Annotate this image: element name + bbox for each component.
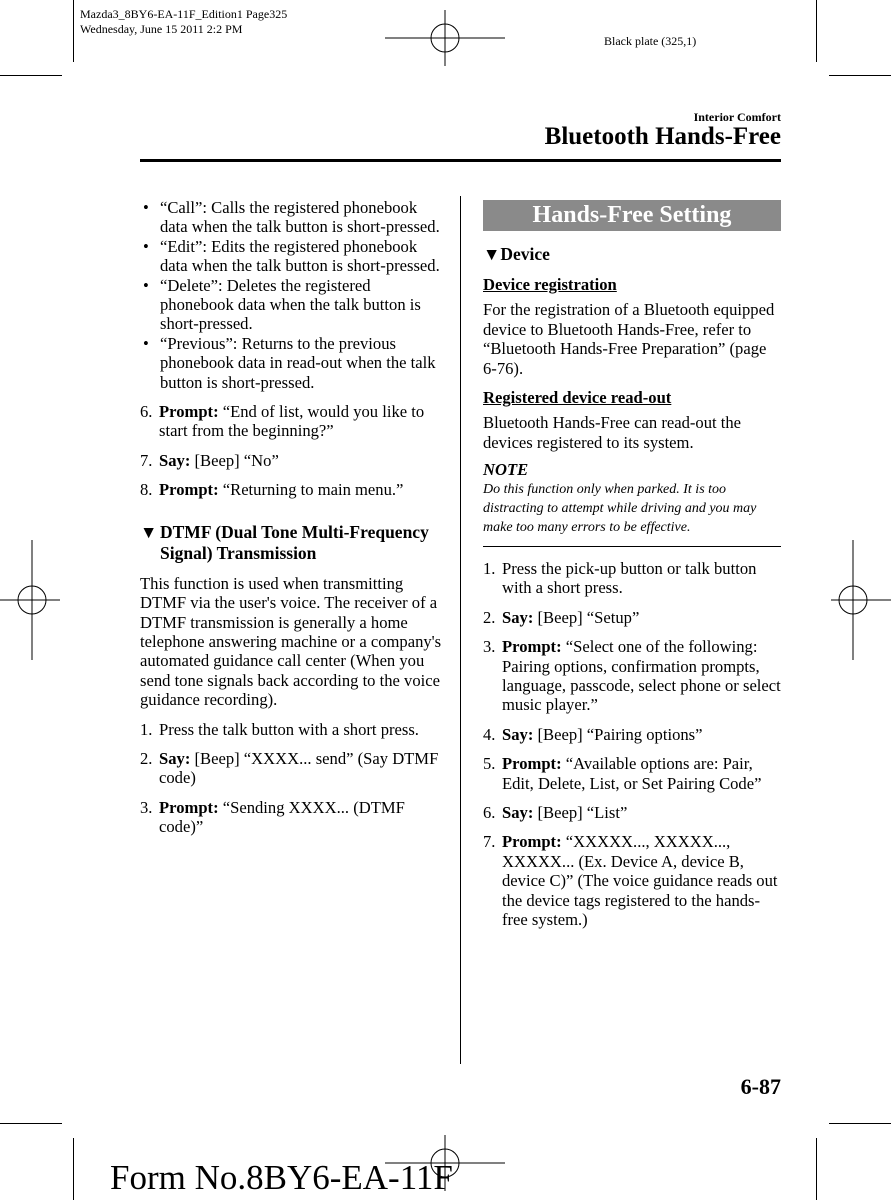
step-text: “End of list, would you like to start from the beginning?”	[159, 402, 425, 441]
step-number: 3.	[483, 637, 496, 657]
readout-heading: Registered device read-out	[483, 388, 672, 408]
bullet-text: “Delete”: Deletes the registered phonebook data when the talk button is short-pressed.	[160, 275, 421, 334]
crop-mark-top-left-h	[0, 75, 62, 76]
step-number: 6.	[140, 402, 153, 422]
registration-mark-top	[385, 10, 505, 66]
step-number: 3.	[140, 797, 153, 817]
dtmf-heading	[140, 522, 445, 564]
readout-text: Bluetooth Hands-Free can read-out the devices registered to its system.	[483, 413, 742, 452]
step-number: 1.	[483, 558, 496, 578]
note-rule	[483, 546, 781, 547]
list-item	[140, 237, 445, 276]
crop-mark-bottom-right-h	[829, 1123, 891, 1124]
list-item	[140, 749, 445, 788]
crop-mark-top-right-v	[816, 0, 817, 62]
device-heading	[483, 244, 783, 265]
crop-mark-bottom-right-v	[816, 1138, 817, 1200]
bullet-icon: •	[143, 198, 149, 217]
hands-free-setting-banner	[483, 200, 781, 231]
note-heading: NOTE	[483, 460, 529, 480]
page-number: 6-87	[740, 1074, 781, 1099]
column-divider	[460, 196, 461, 1064]
triangle-down-icon: ▼	[483, 244, 501, 264]
list-item	[483, 803, 783, 822]
section-title: Bluetooth Hands-Free	[544, 123, 781, 150]
list-item	[140, 402, 445, 441]
crop-mark-top-left-v	[73, 0, 74, 62]
step-text: “XXXXX..., XXXXX..., XXXXX... (Ex. Device A, device B, device C)” (The voice guidance reads out the device tags registered to the hands-free system.)	[502, 832, 778, 929]
device-steps-list	[483, 559, 783, 930]
bullet-text: “Edit”: Edits the registered phonebook data when the talk button is short-pressed.	[160, 236, 440, 276]
device-heading-text: Device	[500, 244, 550, 264]
steps-list-b	[140, 720, 445, 837]
plate-label: Black plate (325,1)	[604, 34, 697, 48]
triangle-down-icon: ▼	[140, 521, 158, 542]
left-column	[140, 198, 445, 847]
list-item	[140, 198, 445, 237]
bullet-text: “Call”: Calls the registered phonebook data when the talk button is short-pressed.	[160, 198, 440, 237]
crop-mark-bottom-left-h	[0, 1123, 62, 1124]
step-number: 7.	[483, 832, 496, 852]
step-label: Say:	[502, 802, 534, 822]
list-item	[483, 725, 783, 744]
note-text: Do this function only when parked. It is too distracting to attempt while driving and you may make too many errors to be effective.	[483, 481, 757, 536]
list-item	[140, 480, 445, 499]
step-text: “Available options are: Pair, Edit, Delete, List, or Set Pairing Code”	[502, 754, 762, 793]
device-registration-heading: Device registration	[483, 275, 617, 294]
bullet-icon: •	[143, 275, 149, 295]
step-label: Prompt:	[502, 754, 562, 774]
step-label: Say:	[502, 607, 534, 627]
step-text: Press the talk button with a short press.	[159, 719, 419, 739]
print-file-line: Mazda3_8BY6-EA-11F_Edition1 Page325	[80, 7, 288, 21]
dtmf-heading-text: DTMF (Dual Tone Multi-Frequency Signal) Transmission	[160, 521, 429, 563]
step-text: Press the pick-up button or talk button with a short press.	[502, 558, 757, 598]
bullet-text: “Previous”: Returns to the previous phonebook data in read-out when the talk button is short-pressed.	[160, 333, 436, 392]
step-label: Prompt:	[159, 480, 219, 500]
list-item	[140, 334, 445, 392]
step-label: Say:	[502, 724, 534, 744]
list-item	[483, 559, 783, 598]
crop-mark-bottom-left-v	[73, 1138, 74, 1200]
step-number: 4.	[483, 724, 496, 744]
bullet-icon: •	[143, 236, 149, 256]
step-text: [Beep] “No”	[190, 450, 279, 470]
steps-list-a	[140, 402, 445, 500]
list-item	[483, 608, 783, 627]
phonebook-option-list	[140, 198, 445, 392]
step-number: 2.	[140, 748, 153, 768]
step-label: Say:	[159, 450, 191, 470]
chapter-label: Interior Comfort	[693, 110, 781, 124]
crop-mark-top-right-h	[829, 75, 891, 76]
registration-mark-left	[0, 540, 60, 660]
step-text: [Beep] “Setup”	[533, 607, 640, 627]
banner-title: Hands-Free Setting	[532, 202, 732, 228]
list-item	[483, 754, 783, 793]
device-registration-text: For the registration of a Bluetooth equipped device to Bluetooth Hands-Free, refer to “Bluetooth Hands-Free Preparation” (page 6-76).	[483, 300, 775, 378]
dtmf-paragraph: This function is used when transmitting DTMF via the user's voice. The receiver of a DTMF transmission is generally a home telephone answering machine or a company's automated guidance call center (When you send tone signals back according to the voice guidance recording).	[140, 573, 442, 710]
print-date-line: Wednesday, June 15 2011 2:2 PM	[80, 22, 243, 36]
step-text: “Select one of the following: Pairing options, confirmation prompts, language, passcode, select phone or select music player.”	[502, 637, 781, 715]
list-item	[140, 451, 445, 470]
list-item	[483, 832, 783, 929]
step-number: 7.	[140, 450, 153, 470]
list-item	[140, 798, 445, 837]
step-number: 2.	[483, 607, 496, 627]
step-label: Prompt:	[502, 637, 562, 657]
step-number: 5.	[483, 754, 496, 774]
registration-mark-right	[831, 540, 891, 660]
step-text: “Sending XXXX... (DTMF code)”	[159, 797, 405, 837]
bullet-icon: •	[143, 333, 149, 353]
step-text: “Returning to main menu.”	[218, 480, 404, 500]
step-label: Prompt:	[159, 797, 219, 817]
step-number: 6.	[483, 802, 496, 822]
list-item	[140, 276, 445, 334]
list-item	[483, 637, 783, 715]
form-number: Form No.8BY6-EA-11F	[110, 1158, 453, 1197]
step-text: [Beep] “List”	[533, 802, 628, 822]
list-item	[140, 720, 445, 739]
step-label: Prompt:	[502, 832, 562, 852]
step-label: Say:	[159, 748, 191, 768]
step-label: Prompt:	[159, 402, 219, 422]
section-rule	[140, 159, 781, 162]
step-text: [Beep] “XXXX... send” (Say DTMF code)	[159, 748, 439, 788]
right-column	[483, 244, 783, 939]
step-number: 1.	[140, 719, 153, 739]
step-number: 8.	[140, 480, 153, 500]
step-text: [Beep] “Pairing options”	[533, 724, 703, 744]
